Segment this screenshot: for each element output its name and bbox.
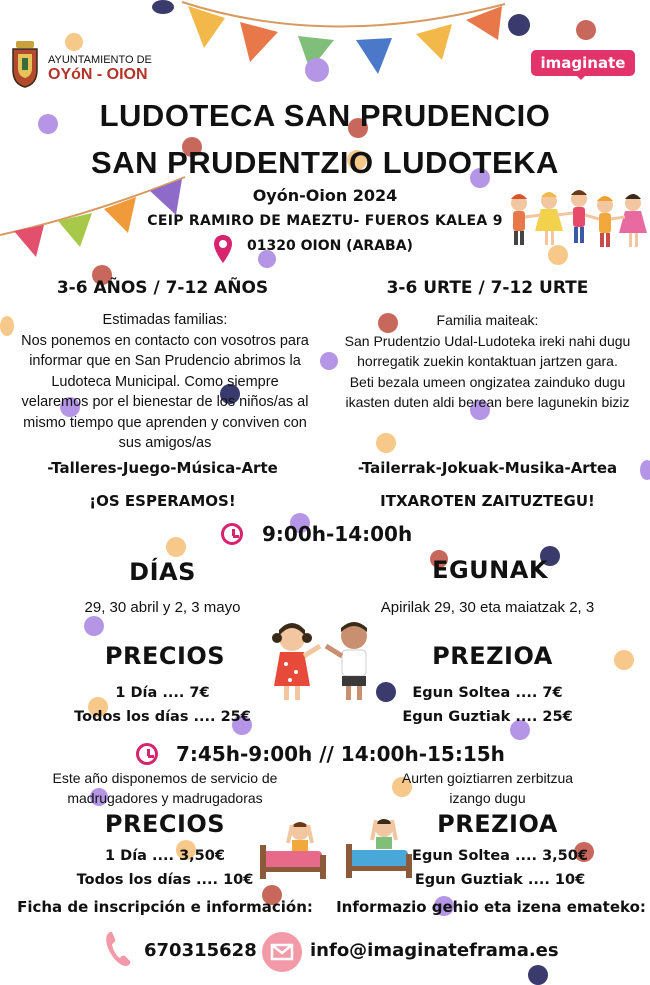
intro-line: Beti bezala umeen ongizatea zainduko dugu [349, 373, 626, 390]
confetti-dot [65, 33, 83, 51]
title-basque: SAN PRUDENTZIO LUDOTEKA [91, 145, 559, 180]
ages-basque: 3-6 URTE / 7-12 URTE [386, 278, 589, 298]
early-prices-basque [335, 844, 650, 892]
bunting-top [180, 0, 510, 80]
confetti-dot [376, 433, 396, 453]
early-price-all-spanish: Todos los días .... 10€ [76, 872, 254, 888]
confetti-dot [305, 58, 329, 82]
place-year: Oyón-Oion 2024 [252, 186, 398, 205]
school-address: CEIP RAMIRO DE MAEZTU- FUEROS KALEA 9 [147, 213, 503, 229]
intro-line: ikasten duten aldi berean bere lagunekin biziz [345, 394, 630, 410]
greeting-spanish: Estimadas familias: [102, 312, 228, 328]
greeting-basque: Familia maiteak: [436, 312, 539, 328]
early-note-line: izango dugu [449, 790, 526, 806]
confetti-dot [576, 20, 596, 40]
days-heading-basque: EGUNAK [432, 556, 548, 584]
phone-icon [104, 930, 132, 968]
activities-basque: -Tailerrak-Jokuak-Musika-Artea [357, 459, 618, 477]
early-prices-heading-basque: PREZIOA [437, 810, 558, 838]
intro-line: mismo tiempo que aprenden y conviven con [23, 414, 307, 431]
waiting-basque: ITXAROTEN ZAITUZTEGU! [380, 492, 595, 510]
brand-name: imaginate [540, 54, 626, 72]
prices-spanish [0, 681, 325, 729]
early-price-all-basque: Egun Guztiak .... 10€ [414, 872, 586, 888]
intro-basque [325, 310, 650, 413]
prices-heading-spanish: PRECIOS [104, 642, 226, 670]
confetti-dot [614, 650, 634, 670]
clock-icon [221, 523, 243, 545]
early-note-spanish [0, 768, 330, 808]
dates-basque: Apirilak 29, 30 eta maiatzak 2, 3 [380, 599, 595, 616]
intro-spanish [0, 310, 330, 454]
early-price-day-spanish: 1 Día .... 3,50€ [105, 848, 225, 864]
intro-line: horregatik zuekin kontaktuan jartzen gara. [357, 353, 618, 369]
price-all-spanish: Todos los días .... 25€ [74, 709, 251, 725]
ages-spanish: 3-6 AÑOS / 7-12 AÑOS [56, 278, 269, 298]
dates-spanish: 29, 30 abril y 2, 3 mayo [84, 599, 241, 616]
title-spanish: LUDOTECA SAN PRUDENCIO [99, 98, 551, 133]
main-schedule: 9:00h-14:00h [262, 522, 413, 546]
early-schedule: 7:45h-9:00h // 14:00h-15:15h [176, 742, 505, 766]
early-note-line: Aurten goiztiarren zerbitzua [401, 770, 574, 786]
postal-address: 01320 OION (ARABA) [247, 238, 413, 254]
phone-number[interactable]: 670315628 [144, 940, 257, 961]
location-pin-icon [213, 234, 233, 264]
children-dancing-illustration [505, 185, 650, 260]
email-icon [262, 932, 302, 972]
info-basque: Informazio gehio eta izena emateko: [336, 898, 646, 916]
intro-line: San Prudentzio Udal-Ludoteka ireki nahi dugu [344, 332, 631, 349]
intro-line: Nos ponemos en contacto con vosotros para [21, 332, 309, 349]
intro-line: velaremos por el bienestar de los niños/as al [21, 394, 309, 410]
confetti-dot [152, 0, 174, 14]
intro-line: Ludoteca Municipal. Como siempre [51, 373, 279, 390]
municipality-name: OYóN - OION [48, 66, 148, 83]
days-heading-spanish: DÍAS [129, 558, 196, 586]
ayuntamiento-label: AYUNTAMIENTO DE [48, 54, 152, 66]
early-note-line: madrugadores y madrugadoras [67, 790, 263, 806]
activities-spanish: -Talleres-Juego-Música-Arte [47, 459, 278, 477]
intro-line: sus amigos/as [118, 435, 212, 451]
early-price-day-basque: Egun Soltea .... 3,50€ [412, 848, 588, 864]
confetti-dot [508, 14, 530, 36]
early-prices-heading-spanish: PRECIOS [104, 810, 226, 838]
confetti-dot [166, 537, 186, 557]
price-day-spanish: 1 Día .... 7€ [115, 685, 210, 701]
price-day-basque: Egun Soltea .... 7€ [412, 685, 563, 701]
price-all-basque: Egun Guztiak .... 25€ [402, 709, 573, 725]
confetti-dot [84, 616, 104, 636]
prices-heading-basque: PREZIOA [432, 642, 553, 670]
info-spanish: Ficha de inscripción e información: [17, 898, 313, 916]
prices-basque [325, 681, 650, 729]
confetti-dot [528, 965, 548, 985]
early-note-line: Este año disponemos de servicio de [52, 770, 278, 786]
early-prices-spanish [0, 844, 330, 892]
imaginate-logo [531, 50, 635, 76]
clock-icon [136, 743, 158, 765]
early-note-basque [325, 768, 650, 808]
email-address[interactable]: info@imaginateframa.es [310, 940, 559, 961]
waiting-spanish: ¡OS ESPERAMOS! [89, 492, 236, 510]
coat-of-arms-icon [10, 40, 40, 88]
intro-line: informar que en San Prudencio abrimos la [29, 353, 301, 369]
